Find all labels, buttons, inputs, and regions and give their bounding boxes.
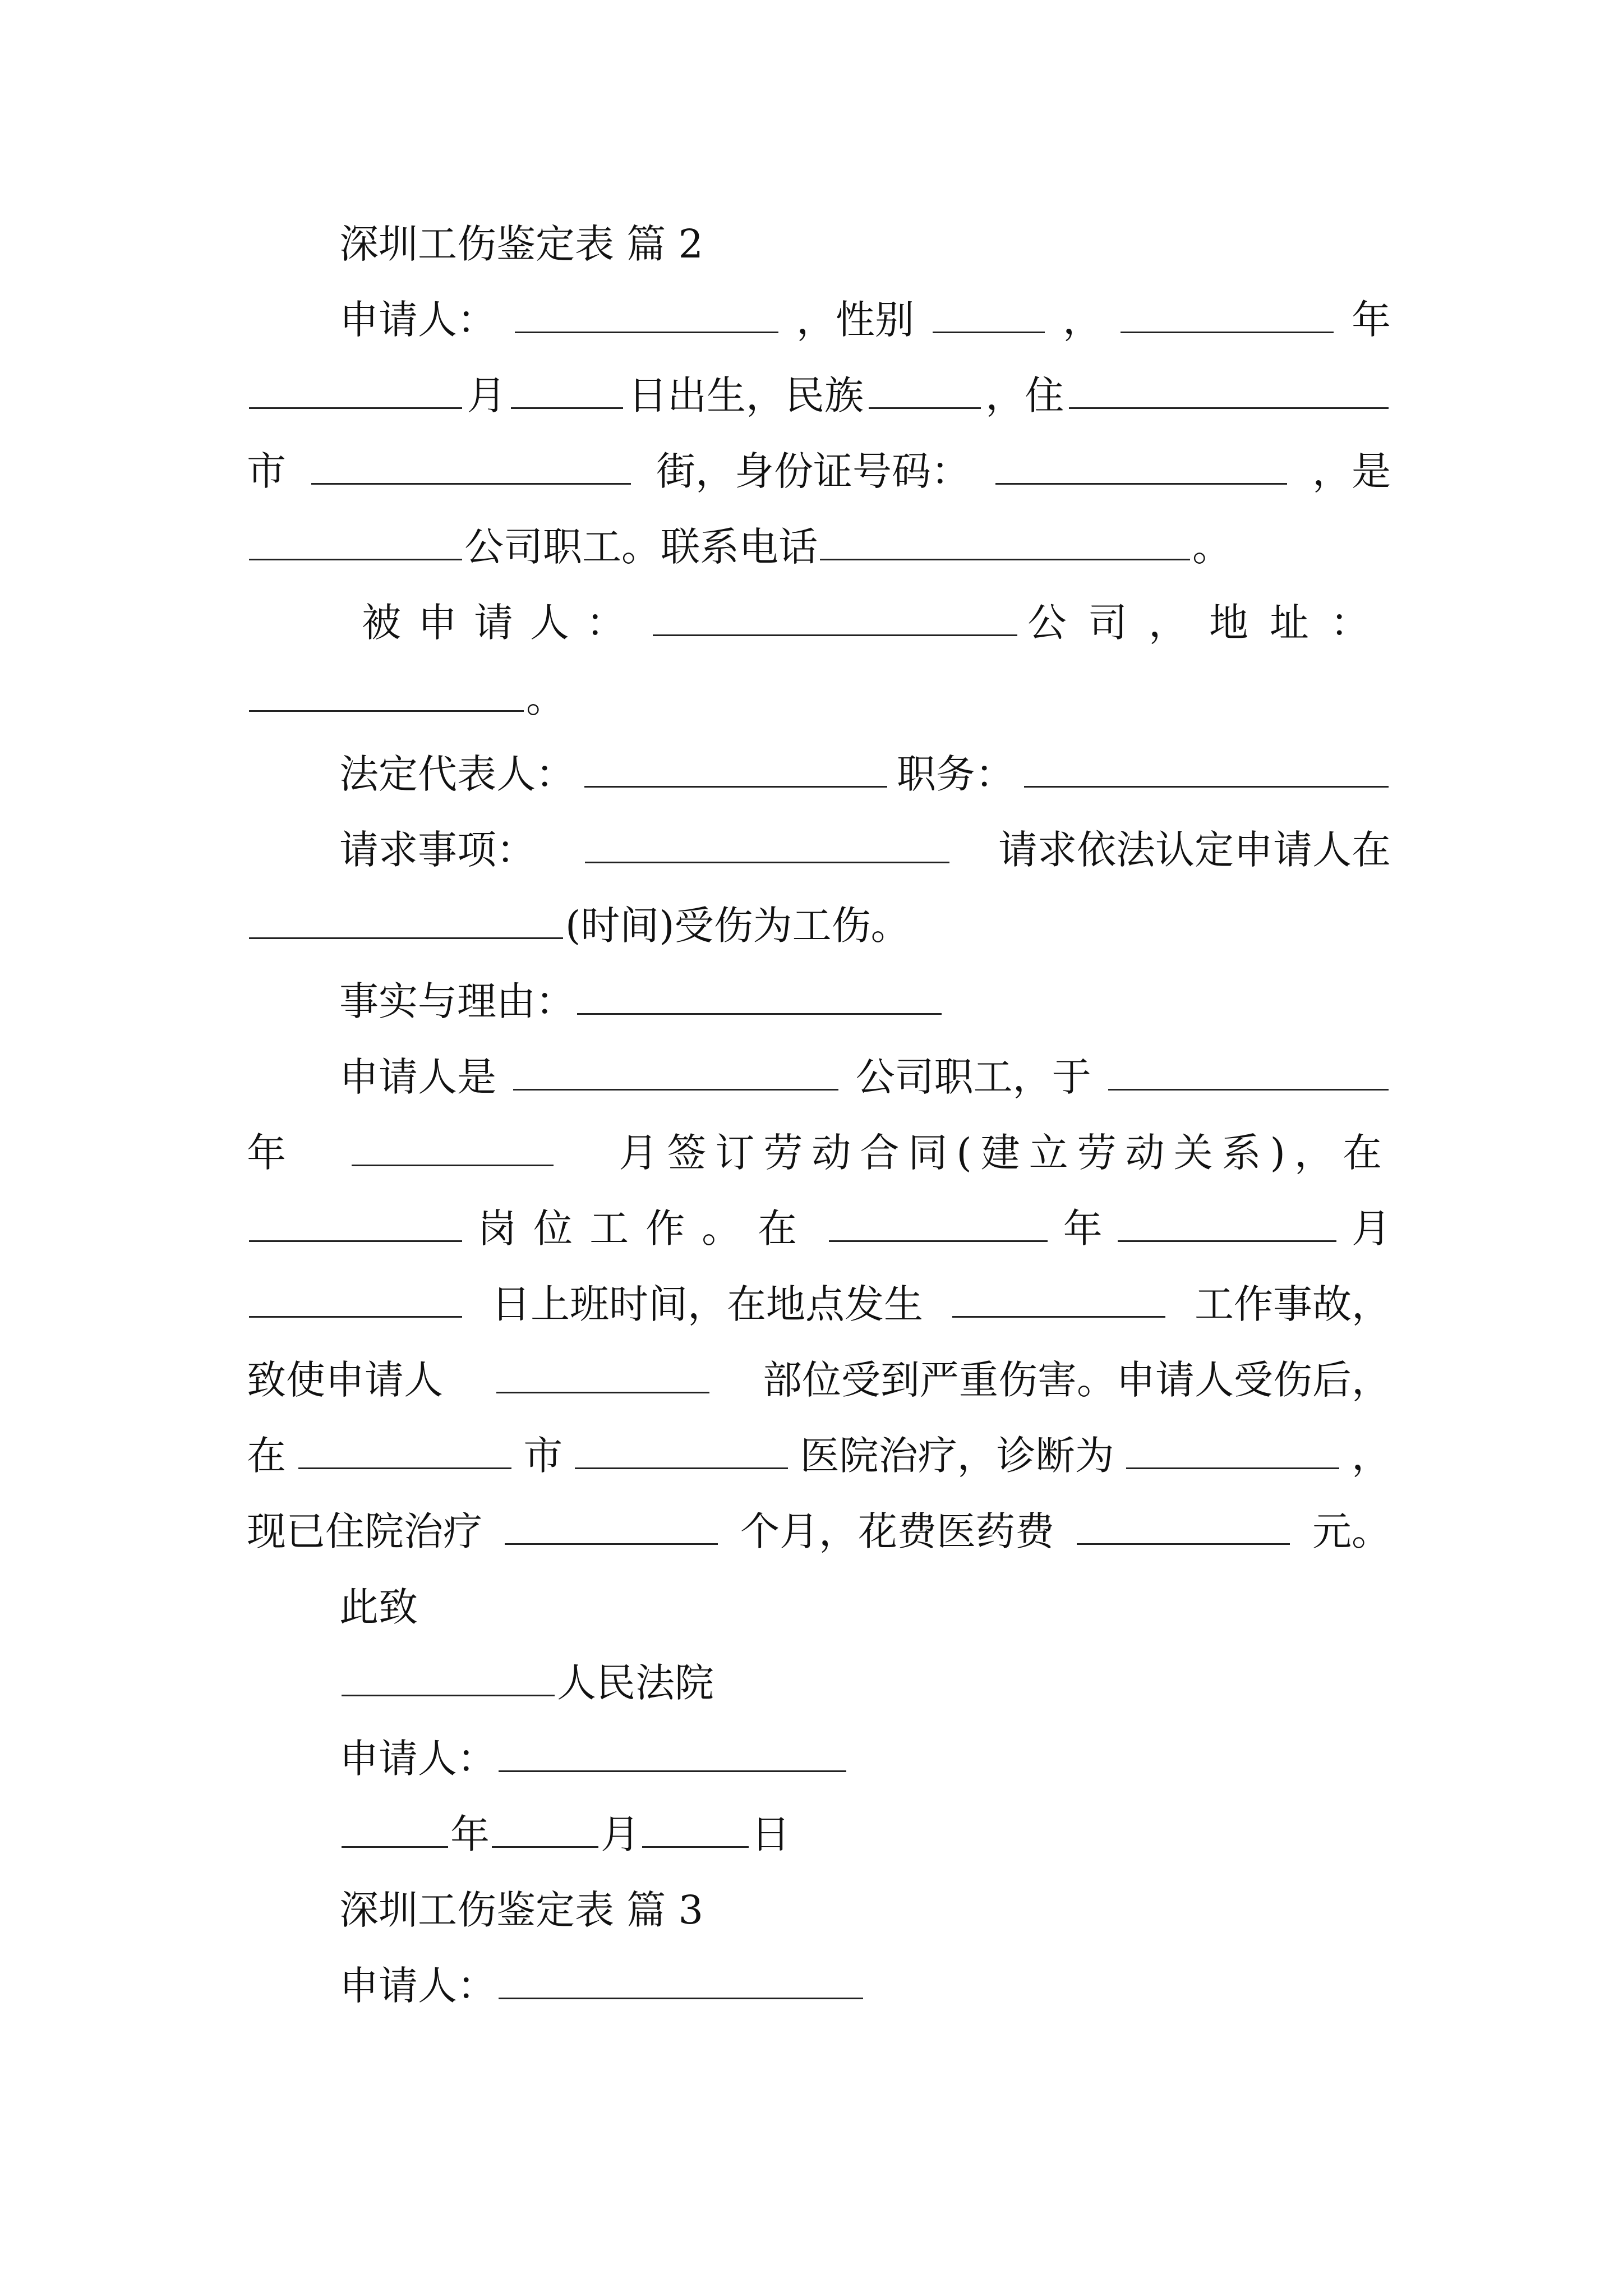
ethnicity-blank xyxy=(869,368,981,409)
hospital-city-blank xyxy=(298,1428,511,1469)
salutation-line xyxy=(247,1579,1391,1635)
address-blank xyxy=(1069,368,1389,409)
section-title-text: 深圳工伤鉴定表 篇 3 xyxy=(339,1887,704,1933)
label: 街，身份证号码： xyxy=(656,448,970,494)
label: 请求事项： xyxy=(339,827,536,873)
birth-year-blank xyxy=(1121,292,1334,333)
label: (时间)受伤为工伤。 xyxy=(565,903,910,949)
position-blank xyxy=(1024,747,1389,788)
label: 部位受到严重伤害。申请人受伤后， xyxy=(763,1357,1391,1403)
respondent-address-line xyxy=(247,670,1391,726)
time-blank xyxy=(249,898,563,939)
label: 在 xyxy=(247,1433,286,1479)
signature-line xyxy=(247,1731,1391,1787)
label: 医院治疗，诊断为 xyxy=(800,1433,1114,1479)
label: 事实与理由： xyxy=(339,978,575,1024)
facts-line-3 xyxy=(247,1200,1391,1257)
label: 年 xyxy=(1352,297,1391,343)
label: ， xyxy=(1351,1433,1391,1479)
label: 个月，花费医药费 xyxy=(740,1508,1054,1554)
accident-day-blank xyxy=(249,1277,462,1318)
facts-heading-line xyxy=(247,973,1391,1029)
label: 年 xyxy=(450,1811,490,1857)
label: 市 xyxy=(247,448,286,494)
section-title-text: 深圳工伤鉴定表 篇 2 xyxy=(339,221,704,267)
facts-line-6 xyxy=(247,1428,1391,1484)
facts-line-4 xyxy=(247,1276,1391,1332)
label: 月 xyxy=(601,1811,640,1857)
label: 人民法院 xyxy=(557,1660,714,1706)
label: 岗位工作。在 xyxy=(477,1205,814,1251)
facts-line-5 xyxy=(247,1352,1391,1408)
request-line xyxy=(247,822,1391,878)
label: 年 xyxy=(247,1130,286,1176)
phone-blank xyxy=(820,519,1190,560)
legal-rep-line xyxy=(247,746,1391,802)
facts-line-1 xyxy=(247,1049,1391,1105)
contract-year-blank xyxy=(1108,1050,1389,1091)
label: 市 xyxy=(523,1433,563,1479)
label: 公司职工。联系电话 xyxy=(464,524,818,570)
facts-line-7 xyxy=(247,1503,1391,1559)
label: ，住 xyxy=(985,372,1064,418)
gender-blank xyxy=(933,292,1045,333)
label: 日 xyxy=(751,1811,790,1857)
request-time-line xyxy=(247,898,1391,954)
accident-month-blank xyxy=(1118,1201,1336,1242)
hospital-months-blank xyxy=(505,1504,718,1545)
label: 申请人： xyxy=(339,1736,496,1782)
company-blank xyxy=(249,519,462,560)
respondent-company-blank xyxy=(653,595,1017,636)
month-blank xyxy=(492,1807,598,1848)
diagnosis-blank xyxy=(1126,1428,1339,1469)
section-title-2 xyxy=(247,216,1391,272)
label: 。 xyxy=(1192,524,1232,570)
injury-part-blank xyxy=(496,1352,709,1393)
label: 公司，地址： xyxy=(1027,600,1391,646)
label: 请求依法认定申请人在 xyxy=(998,827,1391,873)
applicant-name-blank xyxy=(515,292,778,333)
section-title-3 xyxy=(247,1882,1391,1938)
accident-type-blank xyxy=(952,1277,1165,1318)
post-blank xyxy=(249,1201,462,1242)
label: 现已住院治疗 xyxy=(247,1508,482,1554)
street-blank xyxy=(311,444,631,485)
label: 年 xyxy=(1063,1205,1103,1251)
label: 法定代表人： xyxy=(339,751,575,797)
label: 日上班时间，在地点发生 xyxy=(491,1281,923,1327)
label: 日出生，民族 xyxy=(628,372,864,418)
facts-line-2 xyxy=(247,1125,1391,1181)
hospital-blank xyxy=(575,1428,788,1469)
court-line xyxy=(247,1655,1391,1711)
day-blank xyxy=(642,1807,749,1848)
birth-day-blank xyxy=(511,368,623,409)
legal-rep-blank xyxy=(584,747,887,788)
applicant-blank-3 xyxy=(499,1958,863,1999)
year-blank xyxy=(342,1807,448,1848)
label: 致使申请人 xyxy=(247,1357,443,1403)
label: 工作事故， xyxy=(1195,1281,1391,1327)
label: 申请人： xyxy=(339,1963,496,2009)
signature-blank xyxy=(499,1731,846,1772)
label: ，是 xyxy=(1312,448,1391,494)
birth-month-blank xyxy=(249,368,462,409)
id-number-blank xyxy=(995,444,1287,485)
request-blank xyxy=(585,822,949,863)
label: 月 xyxy=(1351,1205,1391,1251)
label: 职务： xyxy=(897,751,1015,797)
contract-month-blank xyxy=(352,1125,554,1166)
label: ， xyxy=(1063,297,1102,343)
facts-blank xyxy=(577,974,942,1015)
label: 月签订劳动合同(建立劳动关系)，在 xyxy=(619,1130,1391,1176)
label: 月 xyxy=(467,372,506,418)
label: ，性别 xyxy=(796,297,914,343)
respondent-line xyxy=(247,595,1391,651)
label: 元。 xyxy=(1312,1508,1391,1554)
label: 申请人是 xyxy=(339,1054,496,1100)
label: 被申请人： xyxy=(362,600,642,646)
label: 此致 xyxy=(339,1584,418,1630)
medical-cost-blank xyxy=(1077,1504,1290,1545)
accident-year-blank xyxy=(829,1201,1048,1242)
birth-line xyxy=(247,367,1391,424)
applicant-line-3 xyxy=(247,1958,1391,2014)
label: 申请人： xyxy=(339,297,496,343)
label: 。 xyxy=(526,675,565,721)
court-blank xyxy=(342,1655,555,1696)
label: 公司职工，于 xyxy=(855,1054,1091,1100)
employer-blank xyxy=(513,1050,838,1091)
date-line xyxy=(247,1806,1391,1862)
id-line xyxy=(247,443,1391,499)
respondent-address-blank xyxy=(249,671,524,712)
company-phone-line xyxy=(247,519,1391,575)
applicant-line xyxy=(247,292,1391,348)
